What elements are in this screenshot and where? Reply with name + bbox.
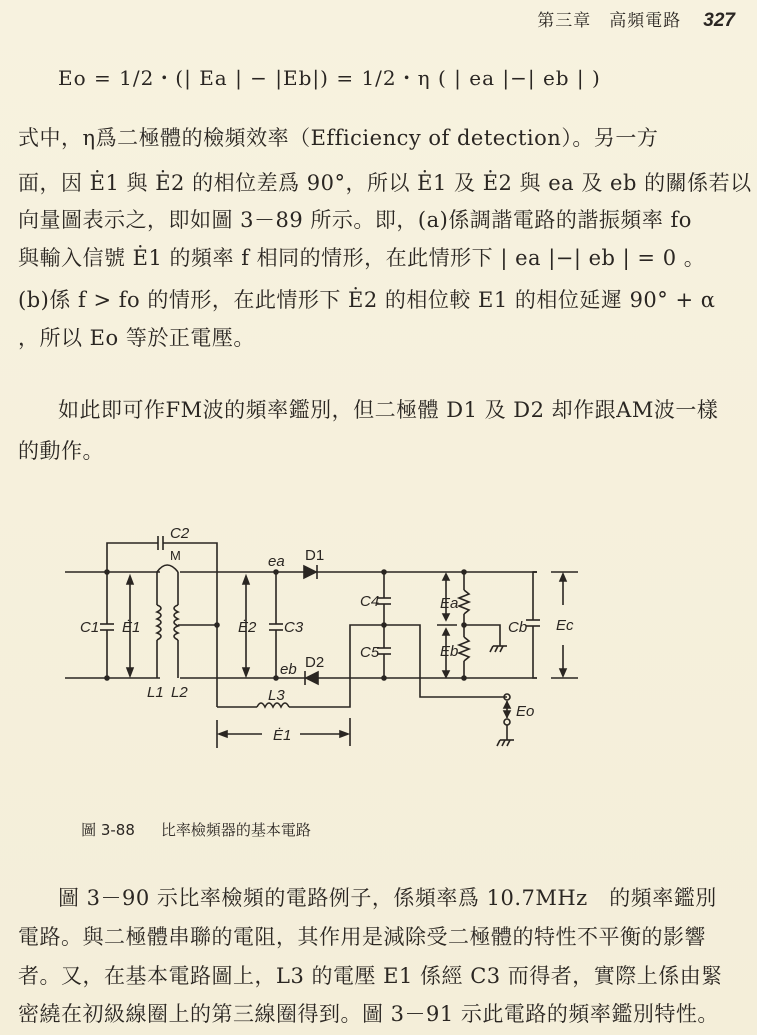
label-c4: C4 <box>360 593 380 610</box>
label-e1-bottom: Ė1 <box>273 727 292 744</box>
paragraph3-line: 密繞在初級線圈上的第三線圈得到。圖 3－91 示此電路的頻率鑑別特性。 <box>18 1002 719 1026</box>
label-d2: D2 <box>305 654 325 671</box>
label-e2: Ė2 <box>238 619 257 636</box>
paragraph1-line: ，所以 Eo 等於正電壓。 <box>18 326 255 350</box>
label-l3: L3 <box>268 687 285 704</box>
label-l2: L2 <box>171 684 188 701</box>
label-Ea: Ea <box>440 595 459 612</box>
label-c2: C2 <box>170 525 190 542</box>
label-e1: Ė1 <box>122 619 141 636</box>
figure-number: 圖 3-88 <box>81 821 135 839</box>
page-number: 327 <box>703 10 735 31</box>
label-cb: Cb <box>508 619 528 636</box>
paragraph2-line: 的動作。 <box>18 439 104 463</box>
label-c1: C1 <box>80 619 100 636</box>
paragraph3-line: 圖 3－90 示比率檢頻的電路例子，係頻率爲 10.7MHz 的頻率鑑別 <box>58 886 717 910</box>
paragraph1-line: 與輸入信號 Ė1 的頻率 f 相同的情形，在此情形下 | ea |−| eb | = 0 。 <box>18 246 706 270</box>
paragraph3-line: 者。又，在基本電路圖上，L3 的電壓 E1 係經 C3 而得者，實際上係由緊 <box>18 964 723 988</box>
label-d1: D1 <box>305 547 325 564</box>
label-ea-node: ea <box>268 553 285 570</box>
label-Eo: Eo <box>516 703 535 720</box>
paragraph1-line: 面，因 Ė1 與 Ė2 的相位差爲 90°，所以 Ė1 及 Ė2 與 ea 及 eb 的關係若以 <box>18 171 752 195</box>
equation-eo: Eo = 1/2・(| Ea | − |Eb|) = 1/2・η ( | ea |−| eb | ) <box>58 66 601 90</box>
label-Ec: Ec <box>556 617 574 634</box>
label-m: M <box>170 548 181 563</box>
paragraph1-line: 向量圖表示之，即如圖 3－89 所示。即，(a)係調諧電路的諧振頻率 fo <box>18 208 692 232</box>
paragraph2-line: 如此即可作FM波的頻率鑑別，但二極體 D1 及 D2 却作跟AM波一樣 <box>58 398 719 422</box>
figure-title: 比率檢頻器的基本電路 <box>160 821 311 839</box>
figure-caption <box>62 801 311 858</box>
paragraph1-line: (b)係 f > fo 的情形，在此情形下 Ė2 的相位較 E1 的相位延遲 90° + α <box>18 288 716 312</box>
paragraph1-line: 式中，η爲二極體的檢頻效率（Efficiency of detection）。另一方 <box>18 126 659 150</box>
label-l1: L1 <box>147 684 164 701</box>
label-eb-node: eb <box>280 661 297 678</box>
label-Eb: Eb <box>440 643 459 660</box>
label-c5: C5 <box>360 644 380 661</box>
chapter-title: 第三章 高頻電路 <box>537 11 682 31</box>
paragraph3-line: 電路。與二極體串聯的電阻，其作用是減除受二極體的特性不平衡的影響 <box>18 925 706 949</box>
label-c3: C3 <box>284 619 304 636</box>
